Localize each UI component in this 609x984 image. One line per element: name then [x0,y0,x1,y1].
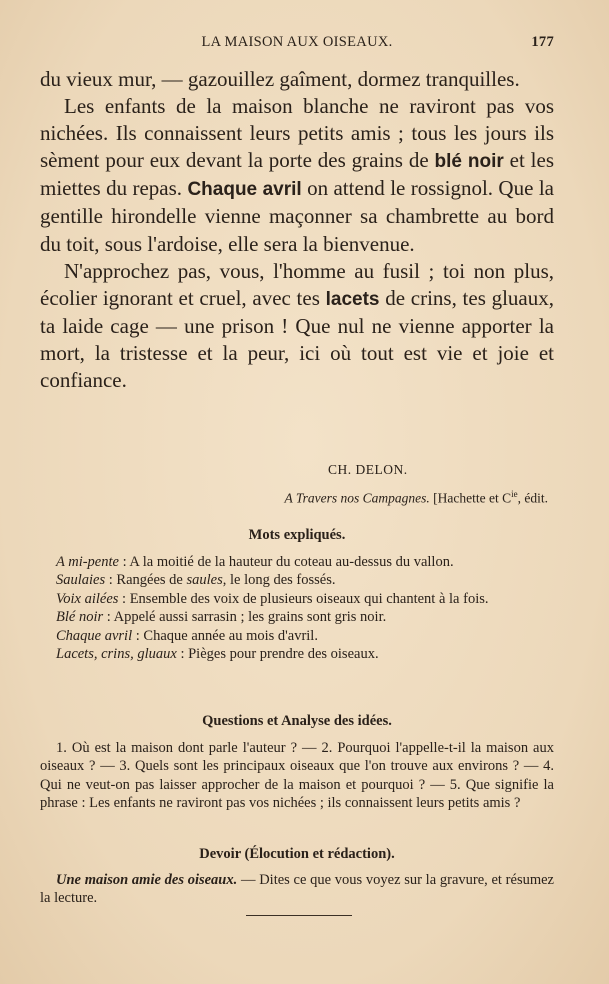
running-title: LA MAISON AUX OISEAUX. [201,34,393,50]
definition-term: A mi-pente [56,554,119,570]
definition-text: : Pièges pour prendre des oiseaux. [176,646,379,663]
definition-item [40,645,554,663]
page-number: 177 [531,34,554,50]
paragraph-2-text-a: Les enfants de la maison blanche ne raviront pas vos nichées. Ils connaissent leurs petits amis ; tous les jours ils sèment pour eux devant la porte des grains de [40,94,554,173]
paragraph-3 [40,258,554,394]
definition-item [40,608,554,626]
definition-item [40,571,554,589]
definition-text: , le long des fossés. [222,572,336,589]
definition-item [40,553,554,571]
definition-text: : Rangées de [105,572,187,589]
devoir-title: Devoir (Élocution et rédaction). [199,846,395,862]
devoir-text [40,871,554,908]
mots-list [40,553,554,663]
definition-text: : Chaque année au mois d'avril. [132,627,318,644]
paragraph-1-text: du vieux mur, — gazouillez gaîment, dormez tranquilles. [40,67,520,91]
attribution [40,458,554,511]
devoir-instruction: — Dites ce que vous voyez sur la gravure, et résumez la lecture. [40,872,554,907]
paragraph-1 [40,66,554,93]
definition-text: : Appelé aussi sarrasin ; les grains sont gris noir. [103,609,387,626]
definition-term: Blé noir [56,609,104,626]
definition-item [40,627,554,645]
definition-term: Chaque avril [56,627,133,644]
source-line [40,482,554,511]
mots-title: Mots expliqués. [248,527,346,543]
bold-term-lacets: lacets [325,288,380,310]
definition-term: Saulaies [56,572,106,589]
bold-term-chaque-avril: Chaque avril [187,179,302,201]
definition-text: : Ensemble des voix de plusieurs oiseaux qui chantent à la fois. [118,590,489,607]
bold-term-ble-noir: blé noir [434,151,504,173]
definition-inline-term: saules [186,572,223,589]
publisher-b: , édit. [517,490,548,506]
paragraph-2-text-c: et les miettes du repas. [40,148,554,201]
questions-text: 1. Où est la maison dont parle l'auteur ? — 2. Pourquoi l'appelle-t-il la maison aux oiseaux ? — 3. Quels sont les principaux oiseaux que l'on trouve aux environs ? — 4. Qui ne veut-on pas laisser approcher de la maison et pourquoi ? — 5. Que signifie la phrase : Les enfants ne raviront pas vos nichées ; ils connaissent leurs petits amis ? [40,740,554,812]
definition-item [40,590,554,608]
questions-title: Questions et Analyse des idées. [202,713,392,729]
definition-term: Lacets, crins, gluaux [56,646,177,663]
paragraph-3-text-a: N'approchez pas, vous, l'homme au fusil ; toi non plus, écolier ignorant et cruel, avec tes [40,258,554,310]
definition-text: : A la moitié de la hauteur du coteau au-dessus du vallon. [118,554,454,570]
devoir-block [40,871,554,908]
questions-block [40,739,554,813]
publisher-sup: ie [511,489,518,499]
devoir-subject: Une maison amie des oiseaux. [56,872,238,888]
page-header [40,34,554,54]
paragraph-2 [40,93,554,258]
definition-term: Voix ailées [56,590,119,607]
closing-rule [246,915,352,916]
publisher-a: [Hachette et C [433,490,512,506]
paragraph-2-text-e: on attend le rossignol. Que la gentille hirondelle vienne maçonner sa chambrette au bord du toit, sous l'ardoise, elle sera la bienvenue. [40,176,554,256]
paragraph-3-text-c: de crins, tes gluaux, ta laide cage — une prison ! Que nul ne vienne apporter la mort, la tristesse et la peur, ici où tout est vie et joie et confiance. [40,285,554,393]
source-title: A Travers nos Campagnes. [284,490,430,506]
author-name: CH. DELON. [328,462,408,477]
main-text [40,66,554,394]
